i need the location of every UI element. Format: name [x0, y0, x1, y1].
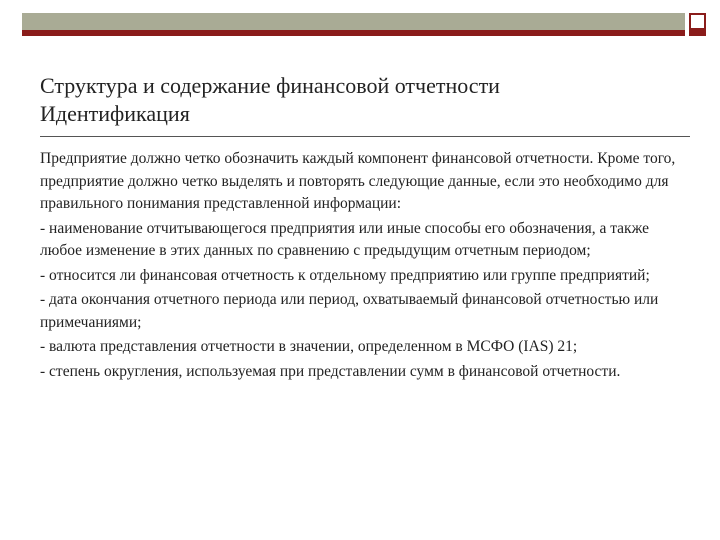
body-item-entity-name: - наименование отчитывающегося предприятия или иные способы его обозначения, а также любое изменение в этих данных по сравнению с предыдущим отчетным периодом;: [40, 219, 649, 259]
slide-title-line-2: Идентификация: [40, 101, 190, 126]
body-item-period: - дата окончания отчетного периода или период, охватываемый финансовой отчетностью или примечаниями;: [40, 291, 659, 331]
body-item-currency: - валюта представления отчетности в значении, определенном в МСФО (IAS) 21;: [40, 338, 578, 355]
corner-square-decoration: [689, 13, 706, 30]
slide-title: [40, 72, 690, 128]
slide-title-line-1: Структура и содержание финансовой отчетности: [40, 73, 500, 98]
body-item-rounding: - степень округления, используемая при представлении сумм в финансовой отчетности.: [40, 362, 621, 380]
header-band: [22, 13, 685, 30]
title-divider: [40, 136, 690, 137]
body-item-group: - относится ли финансовая отчетность к отдельному предприятию или группе предприятий;: [40, 266, 650, 284]
header-accent-line: [22, 30, 685, 36]
slide-body: [40, 148, 690, 385]
body-paragraph-intro: Предприятие должно четко обозначить каждый компонент финансовой отчетности. Кроме того, предприятие должно четко выделять и повторять следующие данные, если это необходимо для правильного понимания представленной информации:: [40, 150, 676, 212]
corner-accent-line: [689, 30, 706, 36]
